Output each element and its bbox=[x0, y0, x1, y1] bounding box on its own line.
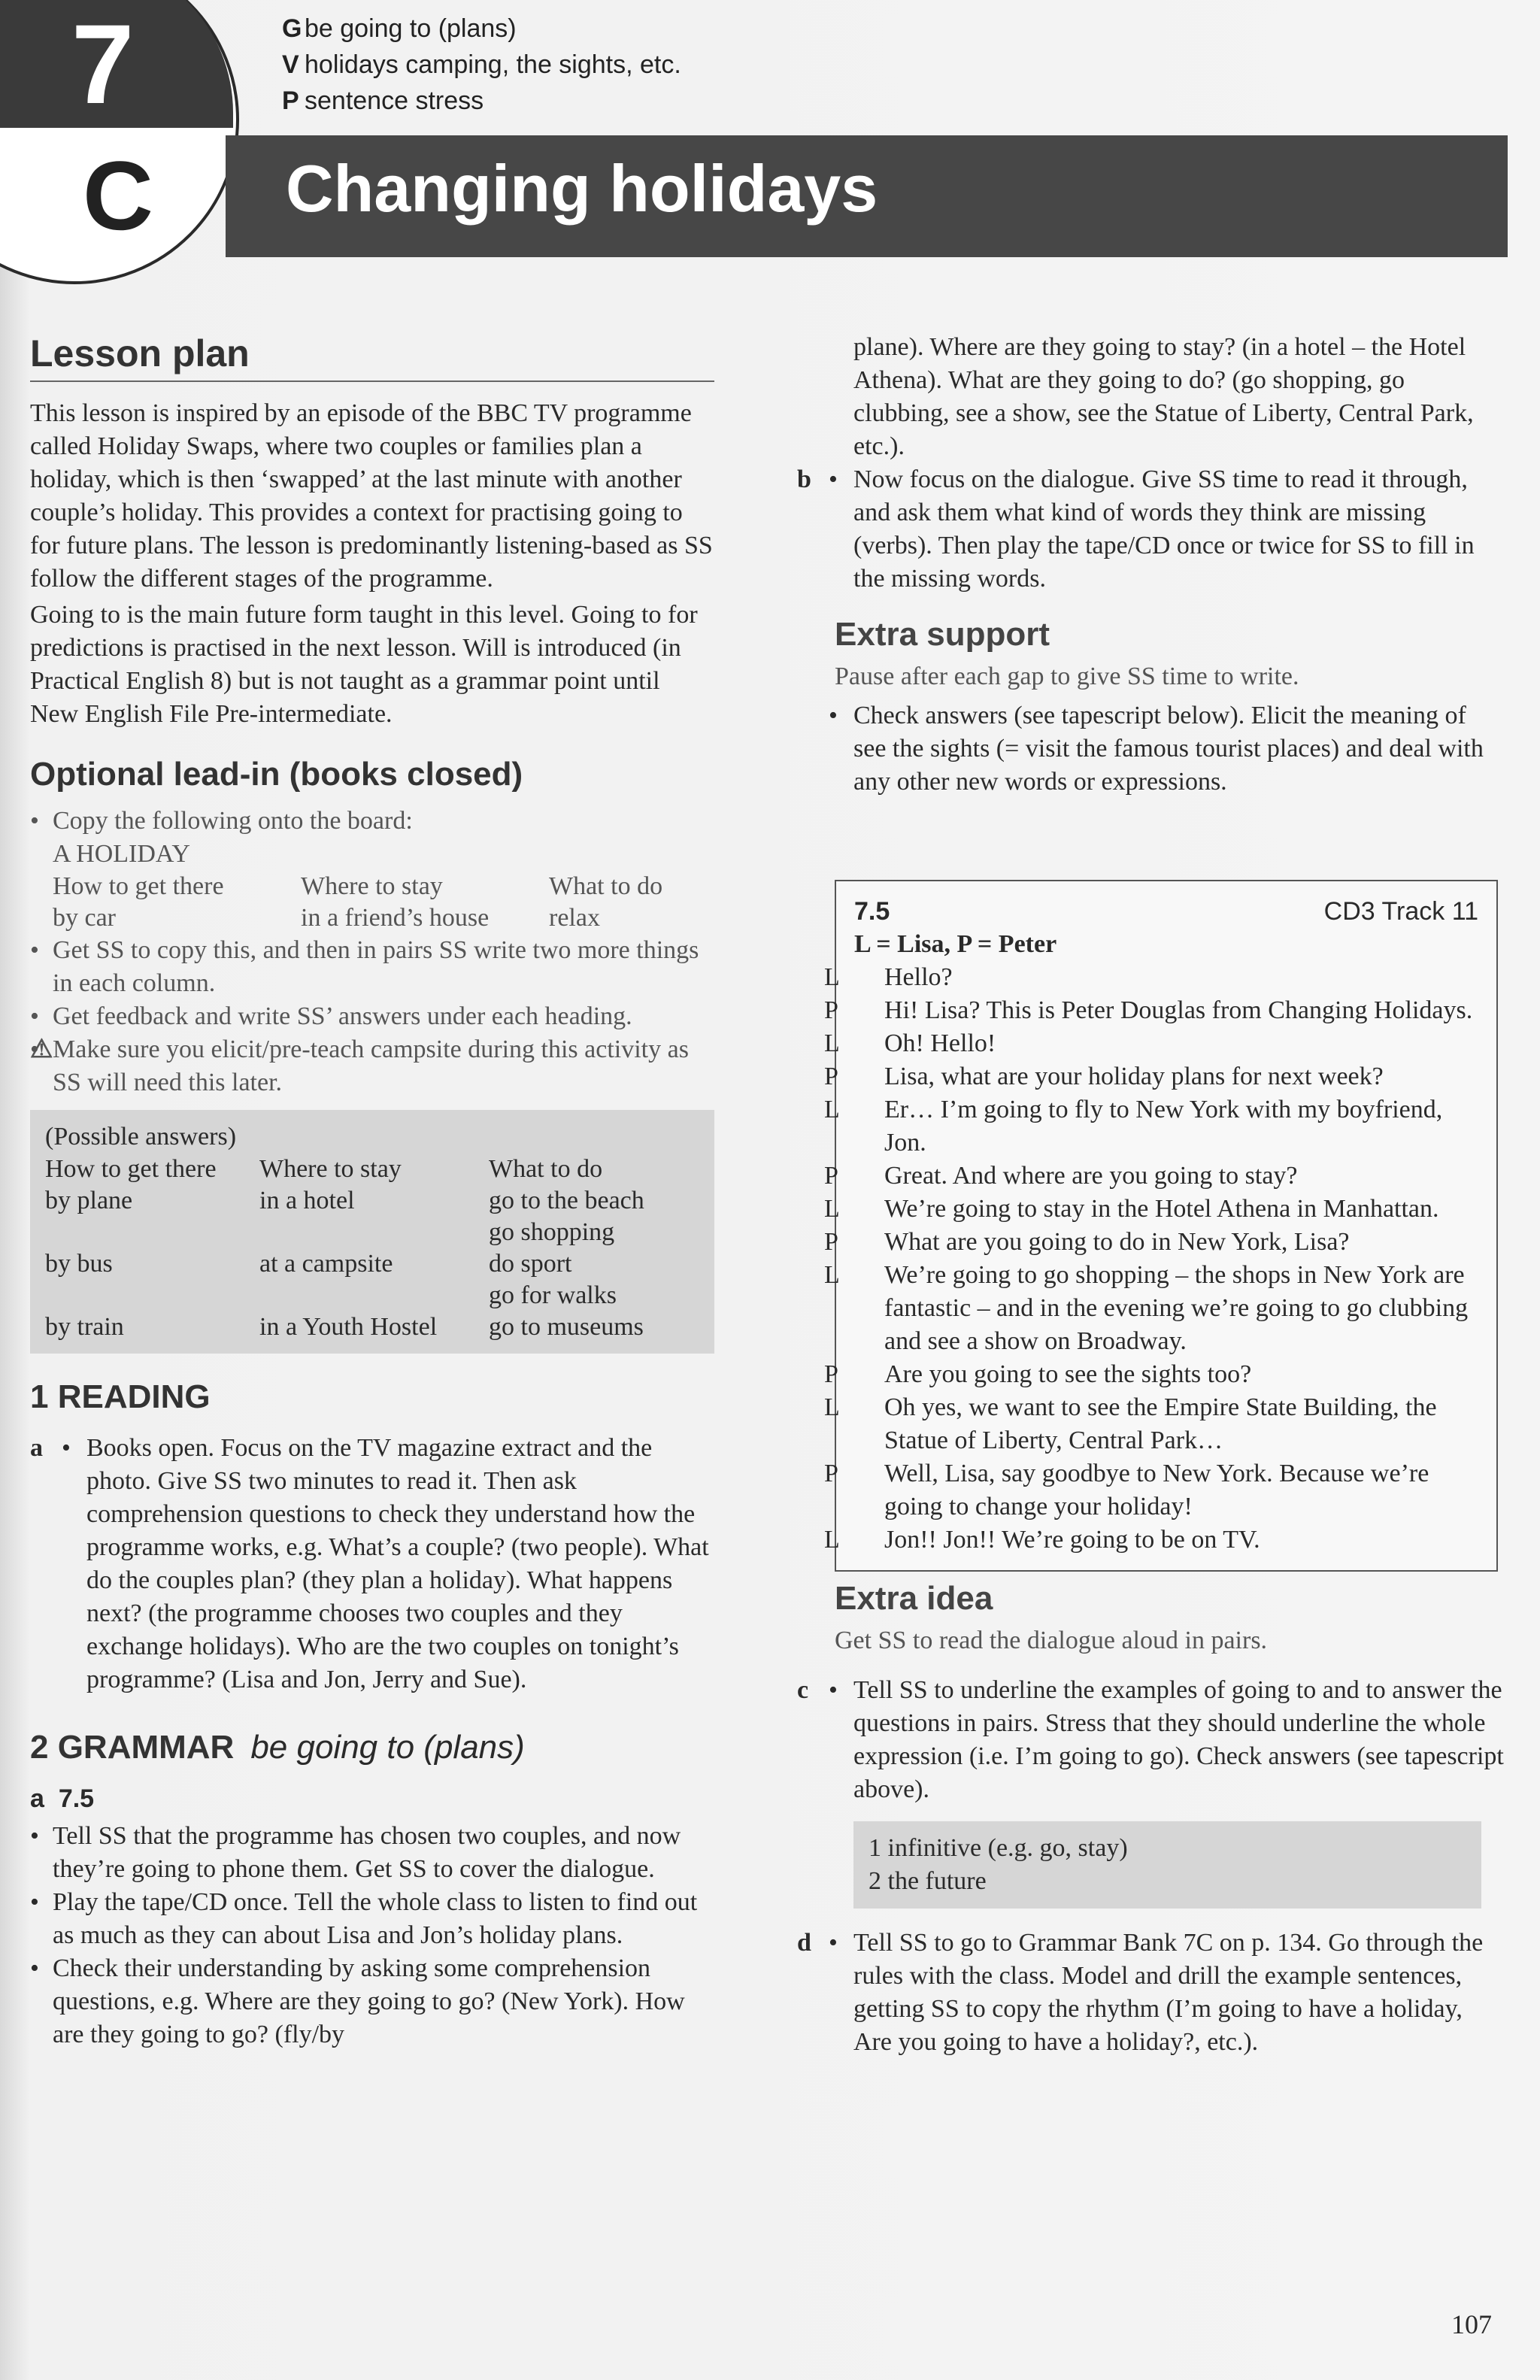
grammar-bullet1: • Tell SS that the programme has chosen two couples, and now they’re going to phone them. Get SS to cover the dialogue. bbox=[30, 1820, 714, 1886]
board-example bbox=[30, 838, 714, 934]
grammar-a-label: a 7.5 bbox=[30, 1784, 95, 1813]
answers-label: (Possible answers) bbox=[45, 1123, 237, 1151]
reading-a: a • Books open. Focus on the TV magazine extract and the photo. Give SS two minutes to read it. Then ask comprehension questions to check they understand how the programme works, e.g. What’s a couple? (two people). What do the couples plan? (they plan a holiday). What happens next? (the programme chooses two couples and they exchange holidays). Who are the two couples on tonight’s programme? (Lisa and Jon, Jerry and Sue). bbox=[30, 1434, 709, 1693]
dialogue-line: L We’re going to go shopping – the shops in New York are fantastic – and in the evening we’re going to go clubbing and see a show on Broadway. bbox=[824, 1261, 1469, 1355]
aim-vocabulary: V holidays camping, the sights, etc. bbox=[282, 50, 681, 79]
table-row: by train in a Youth Hostel go to museums bbox=[45, 1313, 644, 1341]
table-row: go for walks bbox=[489, 1281, 617, 1309]
board-header: How to get there bbox=[53, 872, 224, 900]
extra-support-text: Pause after each gap to give SS time to write. bbox=[835, 662, 1299, 690]
right-lower bbox=[797, 1579, 1504, 2059]
lesson-plan-para1: This lesson is inspired by an episode of the BBC TV programme called Holiday Swaps, where two couples or families plan a holiday, which is then ‘swapped’ at the last minute with another couple’s holiday. This provides a context for practising going to for future plans. The lesson is predominantly listening-based as SS follow the different stages of the programme. bbox=[30, 399, 713, 593]
grammar-continuation: plane). Where are they going to stay? (in a hotel – the Hotel Athena). What are they going to do? (go shopping, go clubbing, see a show, see the Statue of Liberty, Central Park, etc.). bbox=[853, 333, 1474, 460]
grammar-bullet3: • Check their understanding by asking some comprehension questions, e.g. Where are they going to go? (New York). How are they going to go? (fly/by bbox=[30, 1952, 714, 2051]
aim-pronunciation: P sentence stress bbox=[282, 86, 484, 115]
aim-grammar: G be going to (plans) bbox=[282, 14, 517, 43]
warning-icon: • ⚠ bbox=[30, 1035, 53, 1063]
grammar-b: b • Now focus on the dialogue. Give SS time to read it through, and ask them what kind of words they think are missing (verbs). Then play the tape/CD once or twice for SS to fill in the missing words. bbox=[797, 465, 1475, 593]
lesson-plan-para2: Going to is the main future form taught in this level. Going to for predictions is practised in the next lesson. Will is introduced (in Practical English 8) but is not taught as a grammar point until New English File Pre-intermediate. bbox=[30, 601, 698, 728]
unit-number: 7 bbox=[71, 1, 135, 127]
grammar-bullet2: • Play the tape/CD once. Tell the whole class to listen to find out as much as they can about Lisa and Jon’s holiday plans. bbox=[30, 1886, 714, 1952]
dialogue-line: L Oh yes, we want to see the Empire State Building, the Statue of Liberty, Central Park… bbox=[824, 1393, 1437, 1454]
extra-idea-text: Get SS to read the dialogue aloud in pairs. bbox=[835, 1627, 1268, 1654]
dialogue-line: P Lisa, what are your holiday plans for next week? bbox=[824, 1063, 1384, 1090]
answers-table bbox=[45, 1154, 662, 1343]
dialogue-line: P Hi! Lisa? This is Peter Douglas from Changing Holidays. bbox=[824, 996, 1473, 1024]
answers-header: How to get there bbox=[45, 1155, 217, 1183]
cd-track-label: CD3 Track 11 bbox=[1323, 897, 1478, 926]
check-answers: • Check answers (see tapescript below). Elicit the meaning of see the sights (= visit the famous tourist places) and deal with any other new words or expressions. bbox=[829, 702, 1484, 796]
left-column bbox=[30, 331, 714, 2051]
answers-header: What to do bbox=[489, 1155, 603, 1183]
grammar-heading: 2 GRAMMAR be going to (plans) bbox=[30, 1729, 525, 1766]
tapescript-cast: L = Lisa, P = Peter bbox=[854, 930, 1057, 958]
dialogue-line: L Er… I’m going to fly to New York with my boyfriend, Jon. bbox=[824, 1096, 1443, 1157]
lesson-aims bbox=[282, 11, 681, 119]
possible-answers-box bbox=[30, 1110, 714, 1354]
lead-in-heading: Optional lead-in (books closed) bbox=[30, 756, 523, 793]
lead-in-bullet1: • Copy the following onto the board: bbox=[30, 805, 714, 838]
board-header: Where to stay bbox=[301, 872, 443, 900]
board-cell: in a friend’s house bbox=[301, 904, 490, 932]
track-number: 7.5 bbox=[854, 897, 890, 926]
lesson-plan-heading: Lesson plan bbox=[30, 331, 714, 382]
board-table bbox=[53, 871, 699, 934]
answers-box bbox=[853, 1821, 1481, 1909]
warning-note: • ⚠ Make sure you elicit/pre-teach campsite during this activity as SS will need this later. bbox=[30, 1033, 714, 1099]
dialogue-line: P Are you going to see the sights too? bbox=[824, 1360, 1252, 1388]
lead-in-bullet2: • Get SS to copy this, and then in pairs SS write two more things in each column. bbox=[30, 934, 714, 1000]
grammar-c: c • Tell SS to underline the examples of going to and to answer the questions in pairs. Stress that they should underline the whole expression (i.e. I’m going to go). Check answers (see tapescript above). bbox=[797, 1676, 1504, 1803]
answer-line: 2 the future bbox=[869, 1867, 987, 1895]
table-row: by plane in a hotel go to the beach bbox=[45, 1187, 644, 1214]
tapescript-header bbox=[854, 895, 1478, 928]
dialogue-line: P What are you going to do in New York, Lisa? bbox=[824, 1228, 1350, 1256]
extra-idea-heading: Extra idea bbox=[835, 1580, 993, 1617]
board-title: A HOLIDAY bbox=[53, 840, 190, 868]
answer-line: 1 infinitive (e.g. go, stay) bbox=[869, 1834, 1128, 1862]
dialogue-line: L Jon!! Jon!! We’re going to be on TV. bbox=[824, 1526, 1260, 1554]
dialogue-line: L Oh! Hello! bbox=[824, 1029, 996, 1057]
table-row: by bus at a campsite do sport bbox=[45, 1250, 572, 1278]
page-title: Changing holidays bbox=[286, 151, 878, 226]
extra-support-heading: Extra support bbox=[835, 616, 1050, 653]
page-number: 107 bbox=[1451, 2309, 1492, 2339]
board-cell: relax bbox=[549, 904, 600, 932]
grammar-d: d • Tell SS to go to Grammar Bank 7C on p. 134. Go through the rules with the class. Model and drill the example sentences, getting SS to copy the rhythm (I’m going to have a holiday, Are you going to have a holiday?, etc.). bbox=[797, 1929, 1484, 2056]
board-header: What to do bbox=[549, 872, 663, 900]
dialogue-line: P Great. And where are you going to stay? bbox=[824, 1162, 1298, 1190]
table-row: go shopping bbox=[489, 1218, 615, 1246]
board-cell: by car bbox=[53, 904, 117, 932]
lead-in-bullet3: • Get feedback and write SS’ answers under each heading. bbox=[30, 1000, 714, 1033]
dialogue-line: L Hello? bbox=[824, 963, 953, 991]
reading-heading: 1 READING bbox=[30, 1378, 211, 1415]
track-number: 7.5 bbox=[58, 1784, 95, 1813]
unit-letter: C bbox=[83, 141, 153, 250]
dialogue-line: P Well, Lisa, say goodbye to New York. Because we’re going to change your holiday! bbox=[824, 1460, 1429, 1520]
answers-header: Where to stay bbox=[259, 1155, 402, 1183]
tapescript-box bbox=[824, 880, 1498, 1572]
right-column bbox=[797, 331, 1504, 2056]
dialogue-line: L We’re going to stay in the Hotel Athena in Manhattan. bbox=[824, 1195, 1439, 1223]
